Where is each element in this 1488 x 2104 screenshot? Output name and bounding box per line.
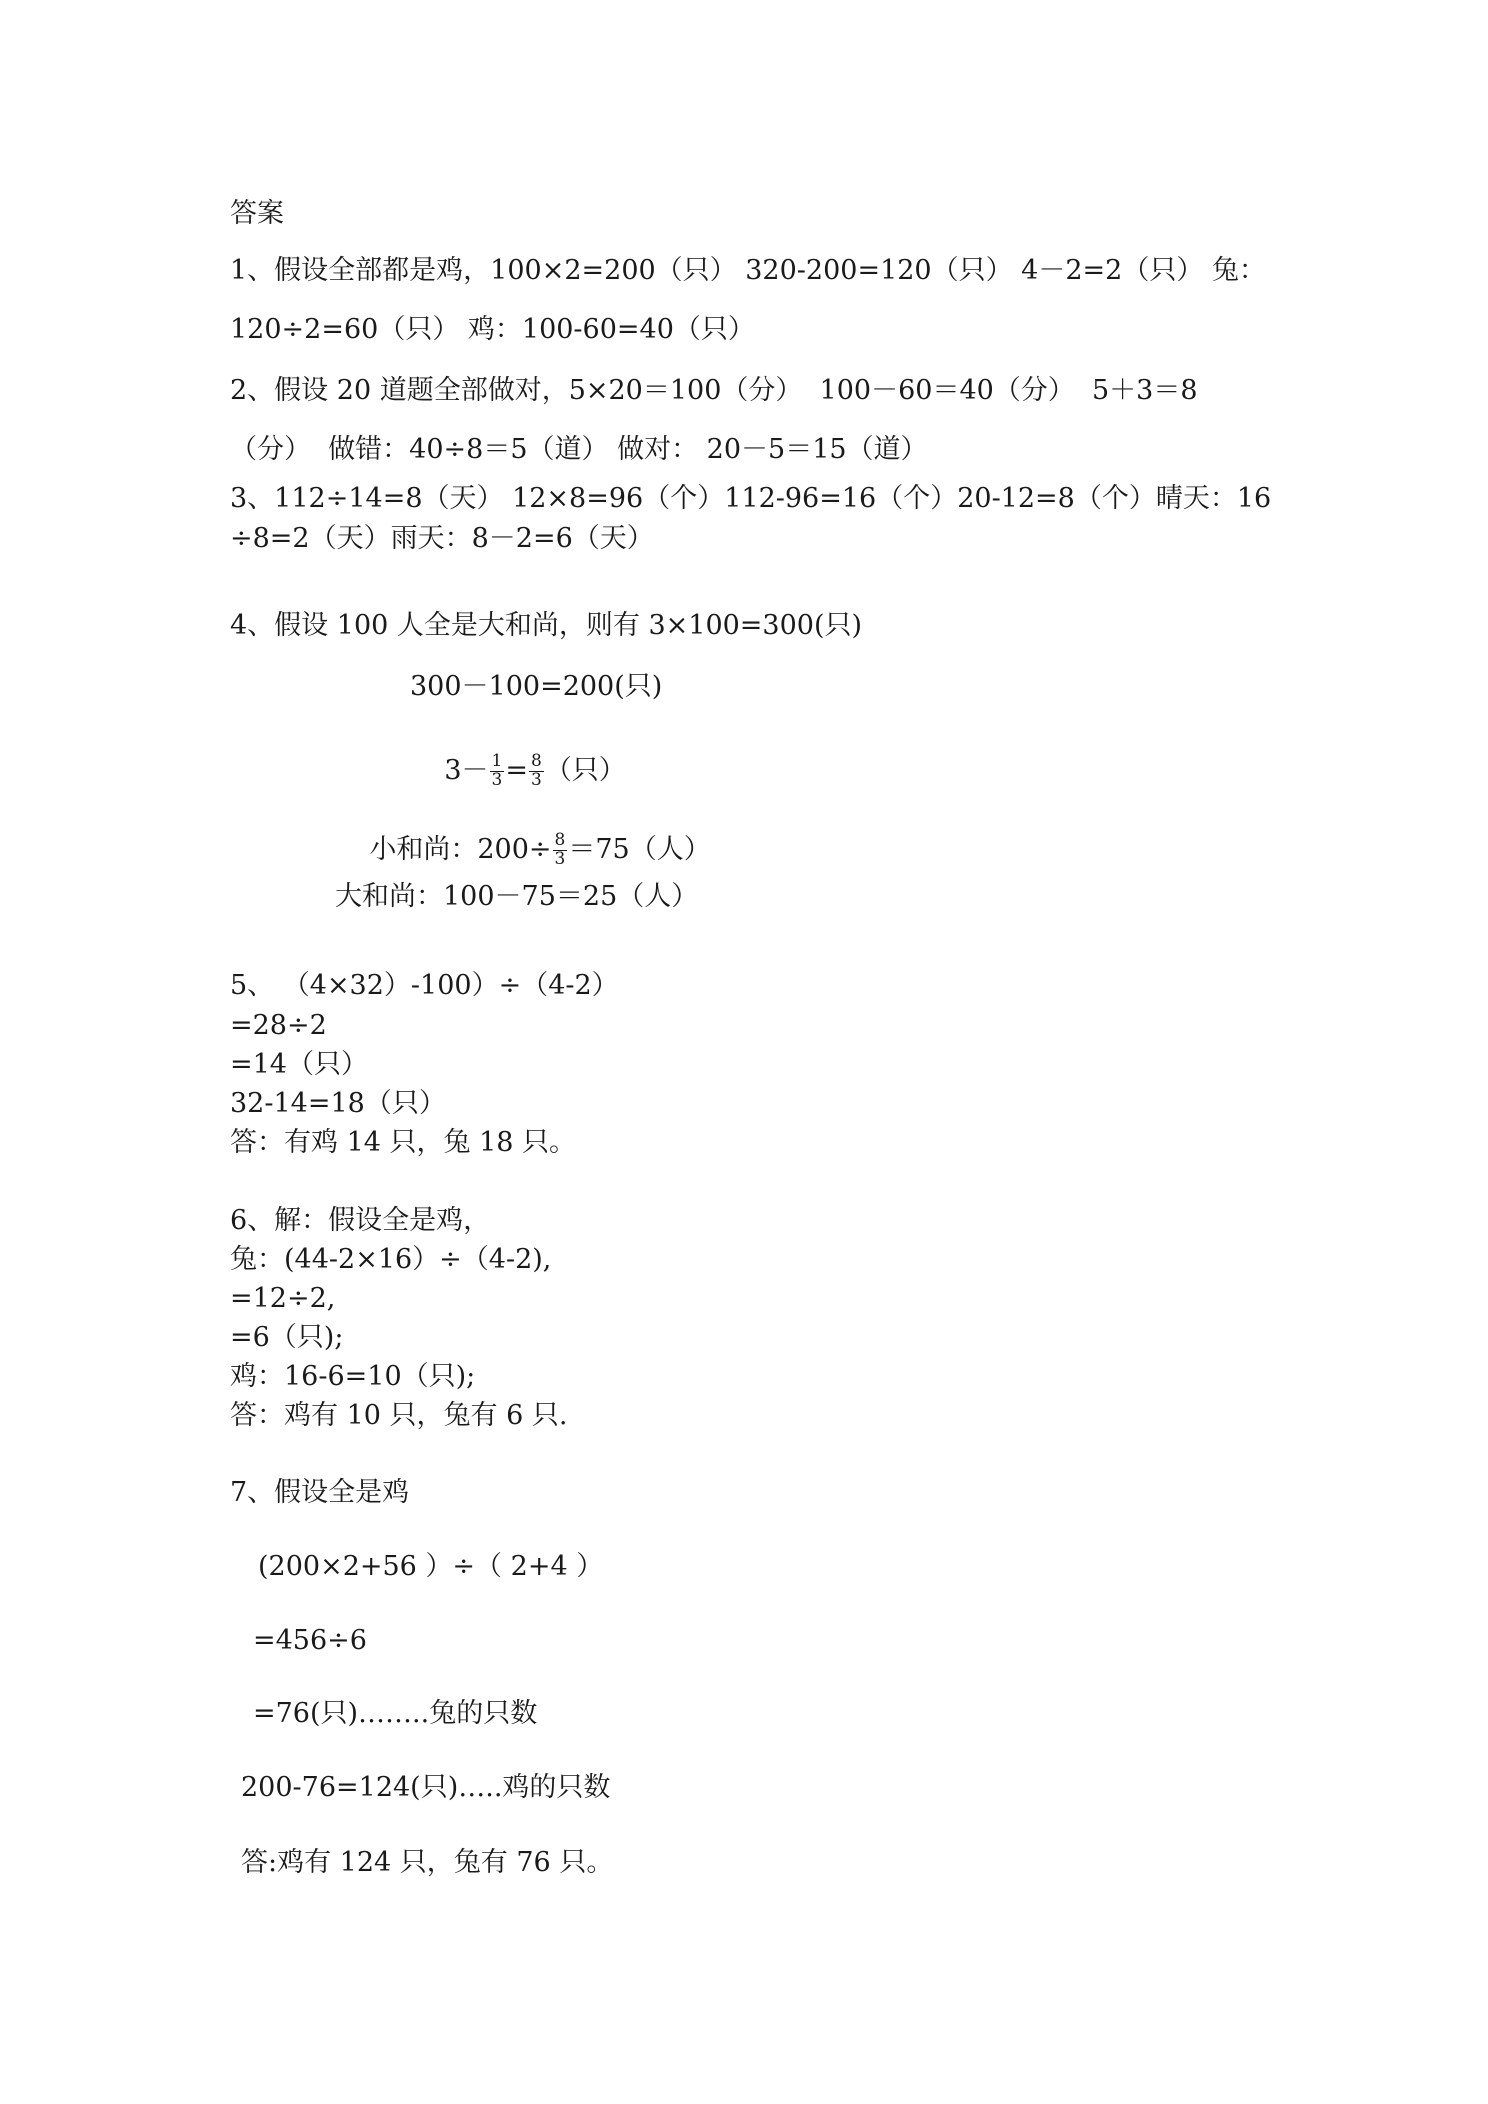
fraction-eight-thirds	[553, 832, 568, 869]
q4-line-3-eq: =	[505, 754, 528, 786]
fraction-numerator: 1	[491, 751, 503, 771]
q4-line-3-prefix: 3－	[444, 754, 489, 786]
q5-line: 32-14=18（只）	[230, 1088, 446, 1119]
q7-line: 答:鸡有 124 只，兔有 76 只。	[241, 1847, 614, 1878]
q7-line: (200×2+56 ）÷（ 2+4 ）	[258, 1551, 604, 1582]
q6-line: 鸡：16-6=10（只);	[230, 1361, 476, 1392]
q6-line: =6（只);	[230, 1322, 344, 1353]
fraction-denominator: 3	[554, 848, 566, 869]
q5-line: =14（只）	[230, 1049, 368, 1080]
q6-line: 答：鸡有 10 只，兔有 6 只.	[230, 1400, 568, 1431]
fraction-one-third	[490, 753, 505, 790]
page-title: 答案	[230, 198, 284, 229]
q4-line-1: 4、假设 100 人全是大和尚，则有 3×100=300(只)	[230, 610, 863, 641]
q5-line: 5、 （4×32）-100）÷（4-2）	[230, 970, 619, 1001]
q4-line-2: 300－100=200(只)	[410, 671, 663, 702]
q1-line-1: 1、假设全部都是鸡，100×2=200（只） 320-200=120（只） 4－2=2（只） 兔：	[230, 255, 1266, 286]
q2-line-1: 2、假设 20 道题全部做对，5×20＝100（分） 100－60＝40（分） 5＋3＝8	[230, 375, 1198, 406]
fraction-denominator: 3	[491, 769, 503, 790]
q5-line: 答：有鸡 14 只，兔 18 只。	[230, 1127, 577, 1158]
q7-line: =456÷6	[253, 1625, 367, 1656]
q7-line: 200-76=124(只)…..鸡的只数	[241, 1772, 611, 1803]
q3-line-1: 3、112÷14=8（天） 12×8=96（个）112-96=16（个）20-12=8（个）晴天：16	[230, 483, 1272, 514]
fraction-denominator: 3	[530, 769, 542, 790]
q7-line: =76(只)……..兔的只数	[253, 1698, 538, 1729]
q4-line-4-suffix: ＝75（人）	[568, 833, 711, 865]
q2-line-2: （分） 做错：40÷8＝5（道） 做对： 20－5＝15（道）	[230, 434, 928, 465]
q7-line: 7、假设全是鸡	[230, 1477, 410, 1508]
q6-line: 6、解：假设全是鸡，	[230, 1205, 491, 1236]
q4-line-4-prefix: 小和尚：200÷	[369, 833, 552, 865]
fraction-numerator: 8	[530, 751, 542, 771]
q6-line: =12÷2,	[230, 1283, 336, 1314]
q1-line-2: 120÷2=60（只） 鸡：100-60=40（只）	[230, 314, 755, 345]
q3-line-2: ÷8=2（天）雨天：8－2=6（天）	[230, 523, 654, 554]
q6-line: 兔：(44-2×16）÷（4-2),	[230, 1244, 552, 1275]
q4-line-3-suffix: （只）	[544, 754, 626, 786]
q4-line-3	[410, 726, 626, 817]
fraction-numerator: 8	[554, 830, 566, 850]
q4-line-5: 大和尚：100－75＝25（人）	[335, 881, 699, 912]
q5-line: =28÷2	[230, 1010, 327, 1041]
fraction-eight-thirds	[529, 753, 544, 790]
